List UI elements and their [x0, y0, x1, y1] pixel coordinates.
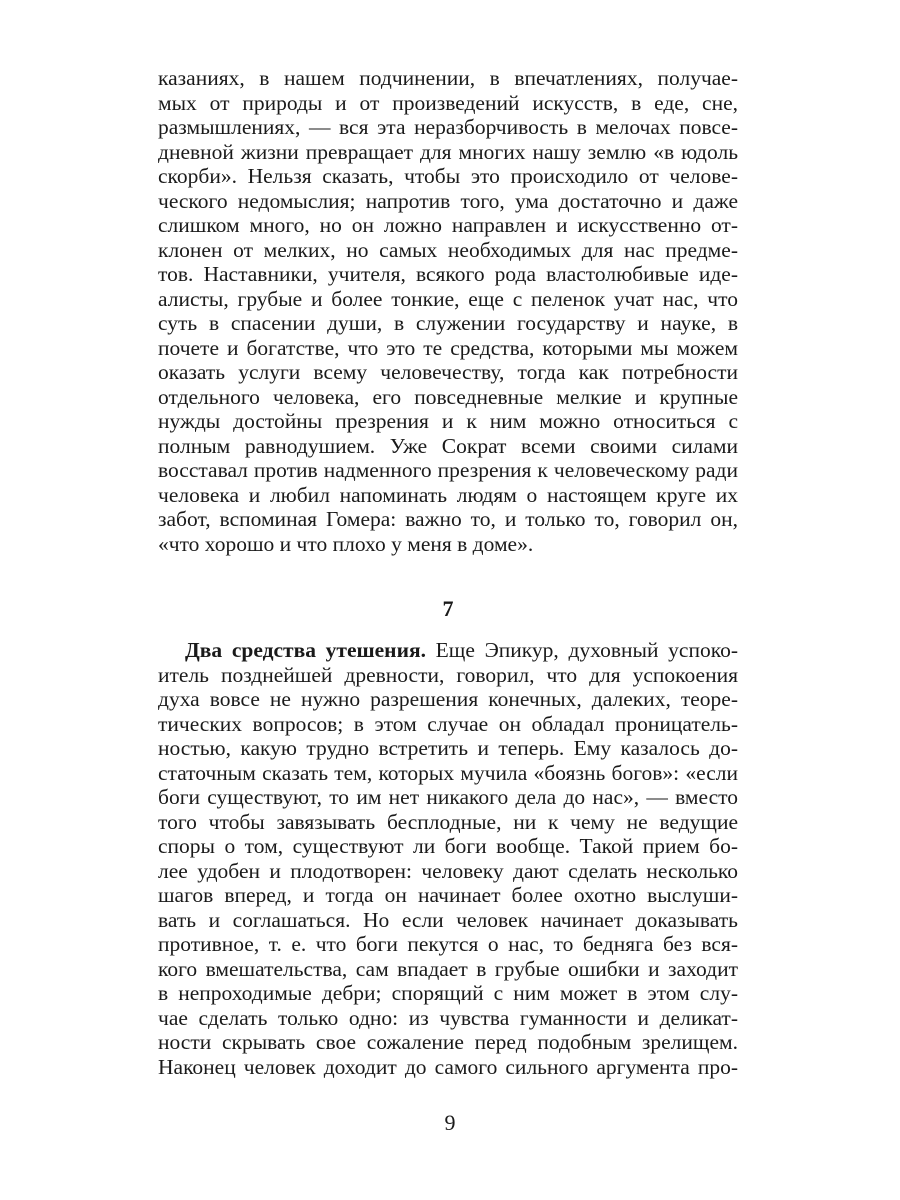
- text-line: скорби». Нельзя сказать, чтобы это происходило от челове-: [158, 164, 738, 188]
- text-line: тов. Наставники, учителя, всякого рода властолюбивые иде-: [158, 262, 738, 286]
- text-line: полным равнодушием. Уже Сократ всеми своими силами: [158, 433, 738, 458]
- text-line: алисты, грубые и более тонкие, еще с пеленок учат нас, что: [158, 286, 738, 311]
- section-number: 7: [442, 596, 454, 621]
- text-line: лее удобен и плодотворен: человеку дают сделать несколько: [158, 858, 738, 883]
- section-first-line-text: Еще Эпикур, духовный успоко-: [425, 638, 738, 662]
- text-line: мых от природы и от произведений искусств, в еде, сне,: [158, 90, 738, 115]
- text-line: боги существуют, то им нет никакого дела до нас», — вместо: [158, 785, 738, 809]
- text-line: восставал против надменного презрения к человеческому ради: [158, 458, 738, 482]
- text-line: отдельного человека, его повседневные мелкие и крупные: [158, 384, 738, 409]
- text-line: шагов вперед, и тогда он начинает более охотно выслуши-: [158, 883, 738, 907]
- book-page: [158, 66, 738, 1079]
- text-line: человека и любил напоминать людям о настоящем круге их: [158, 482, 738, 507]
- text-line: оказать услуги всему человечеству, тогда как потребности: [158, 360, 738, 384]
- paragraph-2-first-line: [158, 638, 738, 663]
- text-line: казаниях, в нашем подчинении, в впечатлениях, получае-: [158, 66, 738, 90]
- paragraph-2-body: [158, 663, 738, 1080]
- section-title: Два средства утешения.: [185, 638, 426, 662]
- text-line: ности скрывать свое сожаление перед подобным зрелищем.: [158, 1030, 738, 1054]
- text-line: почете и богатстве, что это те средства, которыми мы можем: [158, 335, 738, 360]
- paragraph-2: [158, 638, 738, 1079]
- text-line: вать и соглашаться. Но если человек начинает доказывать: [158, 907, 738, 932]
- text-line: споры о том, существуют ли боги вообще. Такой прием бо-: [158, 834, 738, 858]
- text-line: статочным сказать тем, которых мучила «боязнь богов»: «если: [158, 760, 738, 785]
- text-line: противное, т. е. что боги пекутся о нас, то бедняга без вся-: [158, 932, 738, 956]
- text-line: «что хорошо и что плохо у меня в доме».: [158, 531, 534, 556]
- text-line: нужды достойны презрения и к ним можно относиться с: [158, 409, 738, 433]
- text-line: духа вовсе не нужно разрешения конечных, далеких, теоре-: [158, 687, 738, 711]
- text-line: ческого недомыслия; напротив того, ума достаточно и даже: [158, 188, 738, 213]
- text-line: ностью, какую трудно встретить и теперь. Ему казалось до-: [158, 736, 738, 760]
- text-line: кого вмешательства, сам впадает в грубые ошибки и заходит: [158, 956, 738, 981]
- text-line: Наконец человек доходит до самого сильного аргумента про-: [158, 1054, 738, 1079]
- text-line: слишком много, но он ложно направлен и искусственно от-: [158, 213, 738, 237]
- text-line: забот, вспоминая Гомера: важно то, и только то, говорил он,: [158, 507, 738, 531]
- text-line: дневной жизни превращает для многих нашу землю «в юдоль: [158, 139, 738, 164]
- page-number: 9: [444, 1110, 456, 1135]
- paragraph-1: [158, 66, 738, 556]
- text-line: тических вопросов; в этом случае он обладал проницатель-: [158, 711, 738, 736]
- text-line: суть в спасении души, в служении государству и науке, в: [158, 311, 738, 335]
- text-line: чае сделать только одно: из чувства гуманности и деликат-: [158, 1005, 738, 1030]
- text-line: того чтобы завязывать бесплодные, ни к чему не ведущие: [158, 809, 738, 834]
- text-line: в непроходимые дебри; спорящий с ним может в этом слу-: [158, 981, 738, 1005]
- text-line: клонен от мелких, но самых необходимых для нас предме-: [158, 237, 738, 262]
- text-line: итель позднейшей древности, говорил, что для успокоения: [158, 662, 738, 687]
- text-line: размышлениях, — вся эта неразборчивость в мелочах повсе-: [158, 115, 738, 139]
